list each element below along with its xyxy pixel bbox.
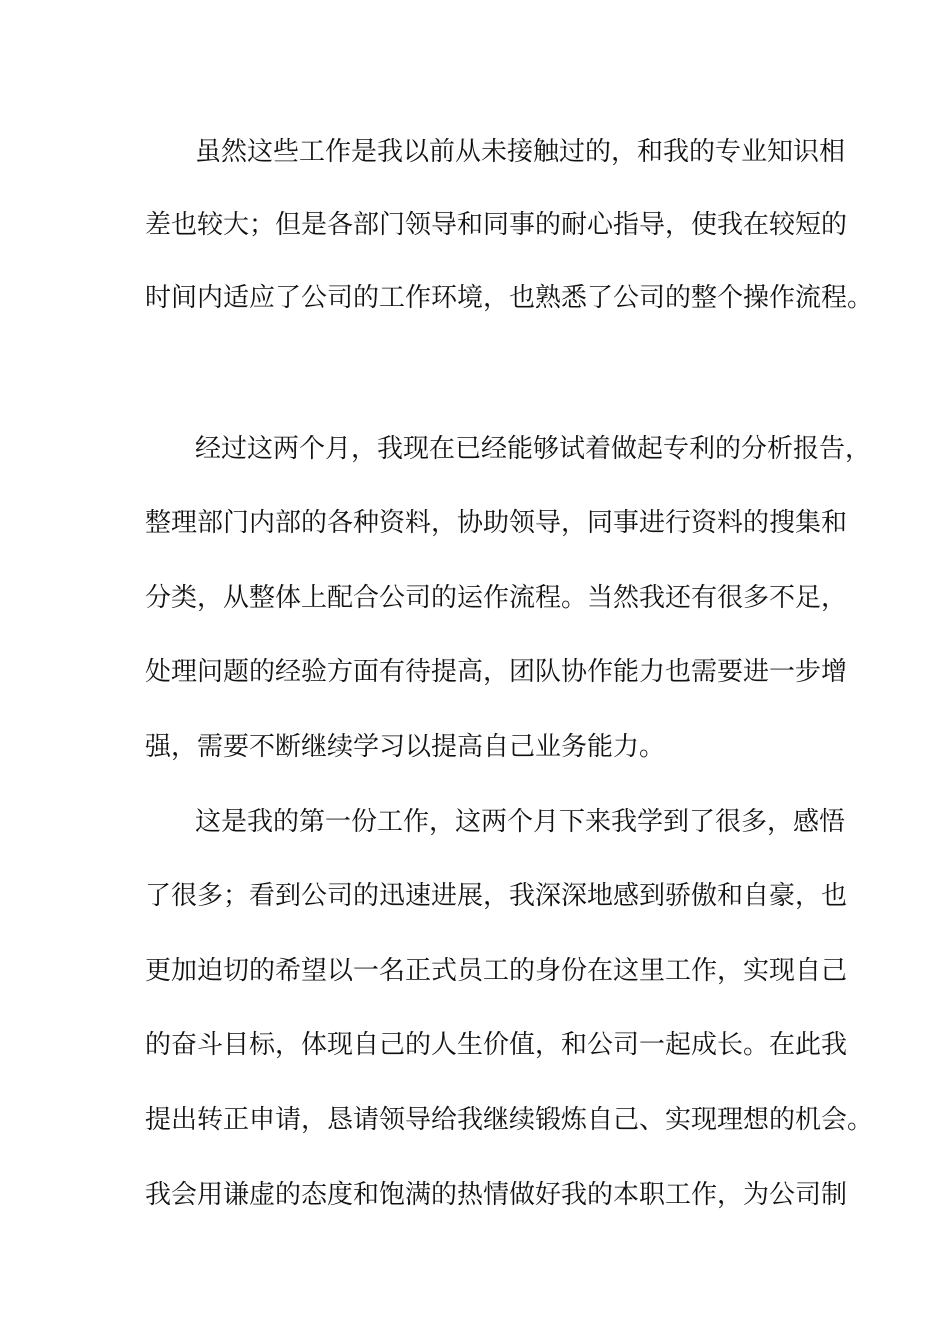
text-line: 虽然这些工作是我以前从未接触过的，和我的专业知识相 [195, 137, 846, 167]
text-line: 强，需要不断继续学习以提高自己业务能力。 [145, 732, 666, 762]
text-line: 更加迫切的希望以一名正式员工的身份在这里工作，实现自己 [145, 956, 848, 986]
text-line: 了很多；看到公司的迅速进展，我深深地感到骄傲和自豪，也 [145, 881, 848, 911]
text-line: 时间内适应了公司的工作环境，也熟悉了公司的整个操作流程。 [145, 283, 874, 313]
text-line: 这是我的第一份工作，这两个月下来我学到了很多，感悟 [195, 807, 846, 837]
text-line: 的奋斗目标，体现自己的人生价值，和公司一起成长。在此我 [145, 1030, 848, 1060]
text-line: 我会用谦虚的态度和饱满的热情做好我的本职工作，为公司制 [145, 1180, 848, 1210]
text-line: 整理部门内部的各种资料，协助领导，同事进行资料的搜集和 [145, 508, 848, 538]
text-line: 处理问题的经验方面有待提高，团队协作能力也需要进一步增 [145, 657, 848, 687]
text-line: 分类，从整体上配合公司的运作流程。当然我还有很多不足， [145, 583, 848, 613]
text-line: 提出转正申请，恳请领导给我继续锻炼自己、实现理想的机会。 [145, 1105, 874, 1135]
text-line: 经过这两个月，我现在已经能够试着做起专利的分析报告， [195, 434, 872, 464]
text-line: 差也较大；但是各部门领导和同事的耐心指导，使我在较短的 [145, 210, 848, 240]
